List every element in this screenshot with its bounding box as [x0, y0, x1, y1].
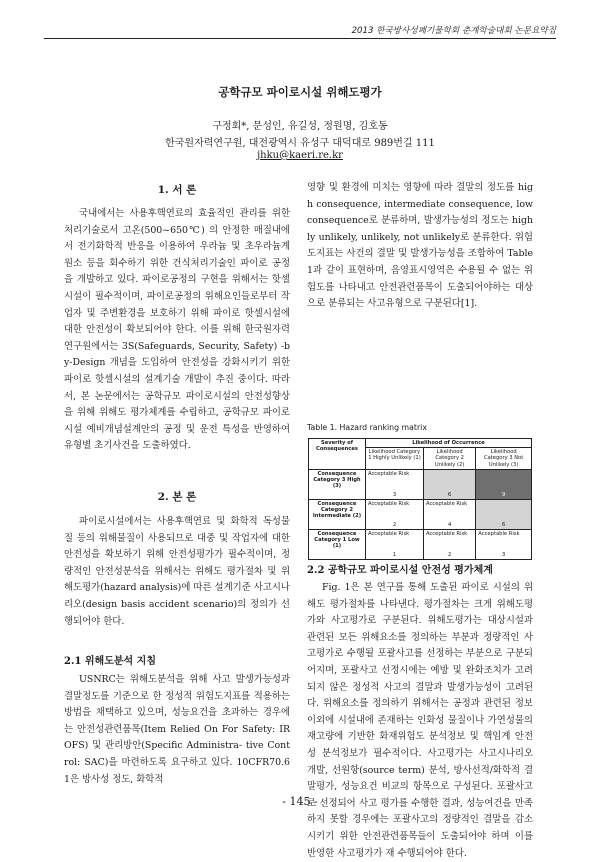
cell-label: Acceptable Risk	[368, 530, 410, 537]
column-header: Likelihood Category 2 Unlikely (2)	[424, 448, 476, 470]
cell-rank: 9	[501, 491, 506, 498]
matrix-cell	[424, 499, 476, 529]
hazard-guideline-paragraph: USNRC는 위해도분석을 위해 사고 발생가능성과 결말정도를 기준으로 한 정성적 위험도지표를 적용하는 방법을 채택하고 있으며, 성능요건을 초과하는 경우에는 안전성관련품목(Item Relied On For Safety: IROFS) 및 관리방안(Specific Administra- tive Control: SAC)을 마련하도록 요구하고 있다. 10CFR70.61은 방사성 정도, 화학적	[64, 674, 290, 785]
introduction-paragraph: 국내에서는 사용후핵연료의 효율적인 관리를 위한 처리기술로서 고온(500~650℃) 의 안정한 매질내에서 전기화학적 반응을 이용하여 우라늄 및 초우라늄계 원소 등을 회수하기 위한 건식처리기술인 파이로 공정을 개발하고 있다. 파이로공정의 구현을 위해서는 핫셀시설이 필수적이며, 파이로공정의 위해요인들로부터 작업자 및 주변환경을 보호하기 위해 파이로 핫셀시설에 대한 안전성이 확보되어야 한다. 이를 위해 한국원자력연구원에서는 3S(Safeguards, Security, Safety) -by-Design 개념을 도입하여 안전성을 강화시키기 위한 파이로 핫셀시설의 설계기술 개발이 추진 중이다. 따라서, 본 논문에서는 공학규모 파이로시설의 안전성향상을 위해 위해도 평가체계를 수립하고, 공학규모 파이로시설 예비개념설계안의 공정 및 운전 특성을 반영하여 유형별 초기사건을 도출하였다.	[64, 208, 290, 452]
author-email-link[interactable]: jhku@kaeri.re.kr	[257, 150, 343, 161]
matrix-cell-unacceptable	[476, 499, 532, 529]
matrix-cell	[424, 529, 476, 559]
section-heading-introduction: 1. 서 론	[157, 184, 197, 196]
table-group-header: Likelihood of Occurrence	[366, 439, 532, 448]
hazard-guideline-text	[64, 672, 290, 788]
consequence-paragraph: 영향 및 환경에 미치는 영향에 따라 결말의 정도를 high consequence, intermediate consequence, low consequence로 분류하며, 발생가능성의 정도는 highly unlikely, unlikely, not unlikely로 분류한다. 위험도지표는 사건의 결말 및 발생가능성을 조합하여 Table 1과 같이 표현하며, 음영표시영역은 수용될 수 없는 위험도를 나타내고 안전관련품목이 도출되어야하는 대상으로 분류되는 사고유형으로 구분된다[1].	[307, 182, 533, 310]
matrix-cell	[476, 529, 532, 559]
cell-rank: 6	[447, 491, 452, 498]
cell-rank: 4	[447, 521, 452, 528]
cell-label: Acceptable Risk	[368, 470, 410, 477]
row-header: Consequence Category 2 Intermediate (2)	[309, 499, 366, 529]
affiliation: 한국원자력연구원, 대전광역시 유성구 대덕대로 989번길 111	[165, 138, 435, 149]
consequence-text	[307, 180, 533, 313]
running-header: 2013 한국방사성폐기물학회 춘계학술대회 논문요약집	[351, 26, 556, 36]
cell-label: Acceptable Risk	[426, 500, 468, 507]
subsection-heading-hazard-guideline: 2.1 위해도분석 지침	[64, 656, 156, 667]
hazard-ranking-matrix	[308, 438, 532, 560]
cell-rank: 2	[447, 551, 452, 558]
safety-framework-paragraph: Fig. 1은 본 연구를 통해 도출된 파이로 시설의 위해도 평가절차를 나타낸다. 평가절차는 크게 위해도평가와 사고평가로 구분된다. 위해도평가는 대상시설과 관련된 모든 위해요소를 정의하는 부분과 정량적인 사고평가로 수행될 포괄사고를 선정하는 부분으로 구분되어지며, 포괄사고 선정시에는 예방 및 완화조치가 고려되지 않은 정성적 사고의 결말과 발생가능성이 고려된다. 위해요소를 정의하기 위해서는 공정과 관련된 정보이외에 시설내에 존재하는 인화성 물질이나 가연성물의 재고량에 기반한 화재위험도 분석정보 및 핵임계 안전성 분석정보가 필수적이다. 사고평가는 사고시나리오 개발, 선원항(source term) 분석, 방사선적/화학적 결말평가, 성능요건 비교의 항목으로 구성된다. 포괄사고로 선정되어 사고 평가를 수행한 결과, 성능여건을 만족하지 못할 경우에는 포괄사고의 정량적인 결말을 감소시키기 위한 안전관련품목들이 도출되어야 하며 이를 반영한 사고평가가 재 수행되어야 한다.	[307, 582, 533, 859]
cell-label: Acceptable Risk	[478, 530, 520, 537]
safety-framework-text	[307, 580, 533, 862]
matrix-cell	[366, 529, 424, 559]
cell-label: Acceptable Risk	[426, 530, 468, 537]
introduction-text	[64, 206, 290, 455]
row-header: Consequence Category 3 High (3)	[309, 469, 366, 499]
table-caption: Table 1. Hazard ranking matrix	[307, 423, 427, 432]
matrix-cell	[366, 469, 424, 499]
section-heading-body: 2. 본 론	[157, 491, 197, 503]
header-rule	[44, 38, 556, 39]
paper-title: 공학규모 파이로시설 위해도평가	[218, 85, 382, 99]
row-header: Consequence Category 1 Low (1)	[309, 529, 366, 559]
cell-rank: 6	[501, 521, 506, 528]
matrix-cell-unacceptable	[476, 469, 532, 499]
table-corner-header: Severity of Consequences	[309, 439, 366, 470]
body-paragraph: 파이로시설에서는 사용후핵연료 및 화학적 독성물질 등의 위해물질이 사용되므로 대중 및 작업자에 대한 안전성을 확보하기 위해 안전성평가가 필수적이며, 정량적인 안전성분석을 위해서는 위해도 평가절차 및 위해도평가(hazard analysis)에 따른 설계기준 사고시나리오(design basis accident scenario)의 정의가 선행되어야 한다.	[64, 516, 290, 627]
matrix-cell-unacceptable	[424, 469, 476, 499]
table-row	[309, 529, 532, 559]
author-list: 구정회*, 문성인, 유길성, 정원명, 김호동	[212, 121, 388, 132]
table-row	[309, 469, 532, 499]
column-header: Likelihood Category 1 Highly Unlikely (1)	[366, 448, 424, 470]
cell-label: Acceptable Risk	[368, 500, 410, 507]
column-header: Likelihood Category 3 Not Unlikely (3)	[476, 448, 532, 470]
cell-rank: 1	[392, 551, 397, 558]
subsection-heading-safety-framework: 2.2 공학규모 파이로시설 안전성 평가체계	[307, 565, 493, 576]
body-text	[64, 514, 290, 630]
cell-rank: 3	[501, 551, 506, 558]
cell-rank: 2	[392, 521, 397, 528]
table-row	[309, 499, 532, 529]
page-number: - 145 -	[282, 795, 318, 808]
cell-rank: 3	[392, 491, 397, 498]
matrix-cell	[366, 499, 424, 529]
